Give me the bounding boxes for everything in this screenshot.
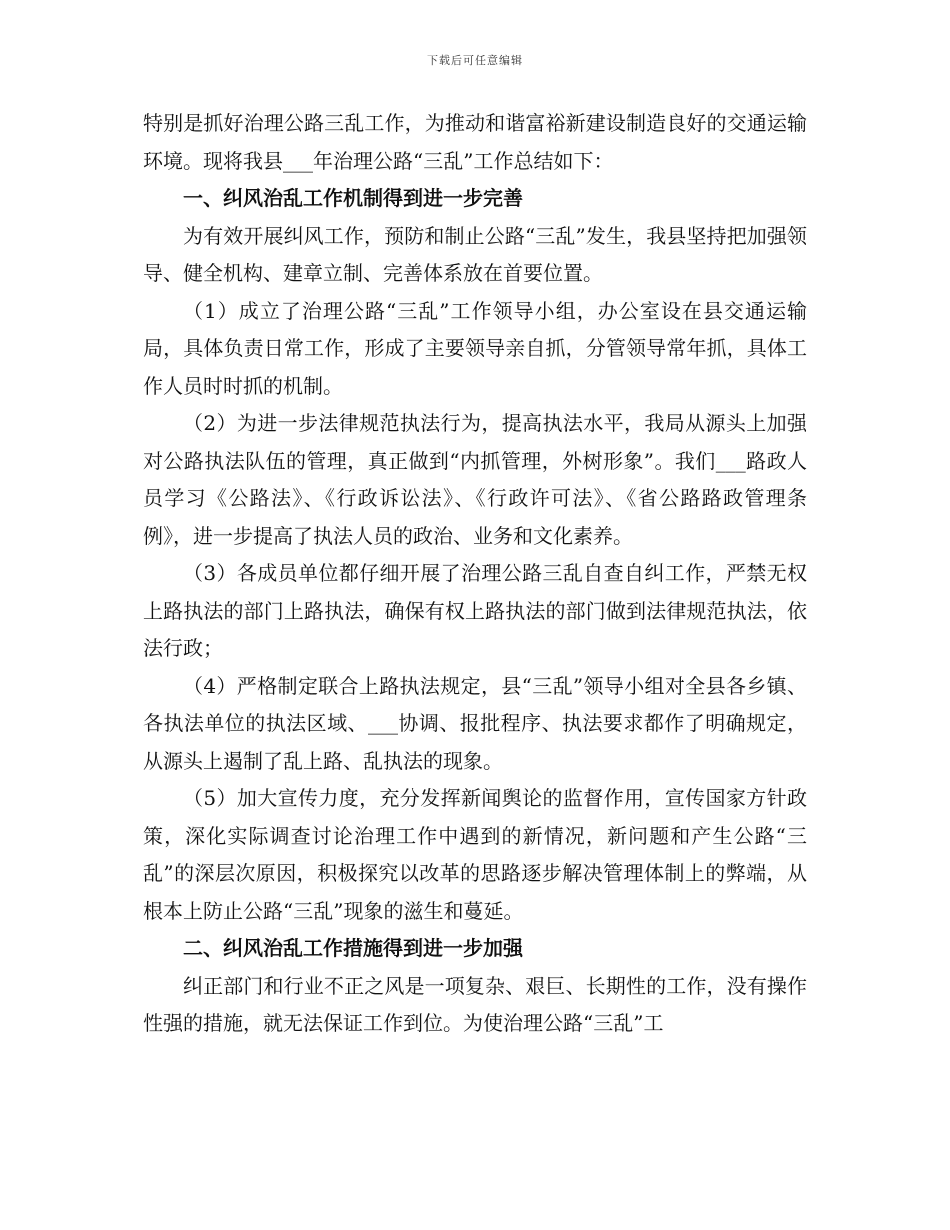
section-heading-1: 一、纠风治乱工作机制得到进一步完善 [183, 186, 523, 210]
paragraph-continuation: 特别是抓好治理公路三乱工作，为推动和谐富裕新建设制造良好的交通运输环境。现将我县___年治理公路“三乱”工作总结如下： [143, 111, 807, 173]
paragraph-item-2: （2）为进一步法律规范执法行为，提高执法水平，我局从源头上加强对公路执法队伍的管理，真正做到“内抓管理，外树形象”。我们___路政人员学习《公路法》、《行政诉讼法》、《行政许可法》、《省公路路政管理条例》，进一步提高了执法人员的政治、业务和文化素养。 [143, 411, 807, 548]
paragraph-item-3: （3）各成员单位都仔细开展了治理公路三乱自查自纠工作，严禁无权上路执法的部门上路执法，确保有权上路执法的部门做到法律规范执法，依法行政； [143, 561, 807, 660]
paragraph-intro: 为有效开展纠风工作，预防和制止公路“三乱”发生，我县坚持把加强领导、健全机构、建章立制、完善体系放在首要位置。 [143, 223, 807, 285]
document-body [143, 105, 807, 1043]
paragraph-item-1: （1）成立了治理公路“三乱”工作领导小组，办公室设在县交通运输局，具体负责日常工作，形成了主要领导亲自抓，分管领导常年抓，具体工作人员时时抓的机制。 [143, 298, 807, 398]
paragraph-item-4: （4）严格制定联合上路执法规定，县“三乱”领导小组对全县各乡镇、各执法单位的执法区域、___协调、报批程序、执法要求都作了明确规定，从源头上遏制了乱上路、乱执法的现象。 [143, 673, 807, 773]
paragraph-item-5: （5）加大宣传力度，充分发挥新闻舆论的监督作用，宣传国家方针政策，深化实际调查讨论治理工作中遇到的新情况，新问题和产生公路“三乱”的深层次原因，积极探究以改革的思路逐步解决管理体制上的弊端，从根本上防止公路“三乱”现象的滋生和蔓延。 [143, 786, 807, 923]
section-heading-2: 二、纠风治乱工作措施得到进一步加强 [183, 936, 523, 960]
paragraph-section-2-intro: 纠正部门和行业不正之风是一项复杂、艰巨、长期性的工作，没有操作性强的措施，就无法保证工作到位。为使治理公路“三乱”工 [143, 973, 807, 1035]
page-header: 下载后可任意编辑 [427, 54, 523, 67]
